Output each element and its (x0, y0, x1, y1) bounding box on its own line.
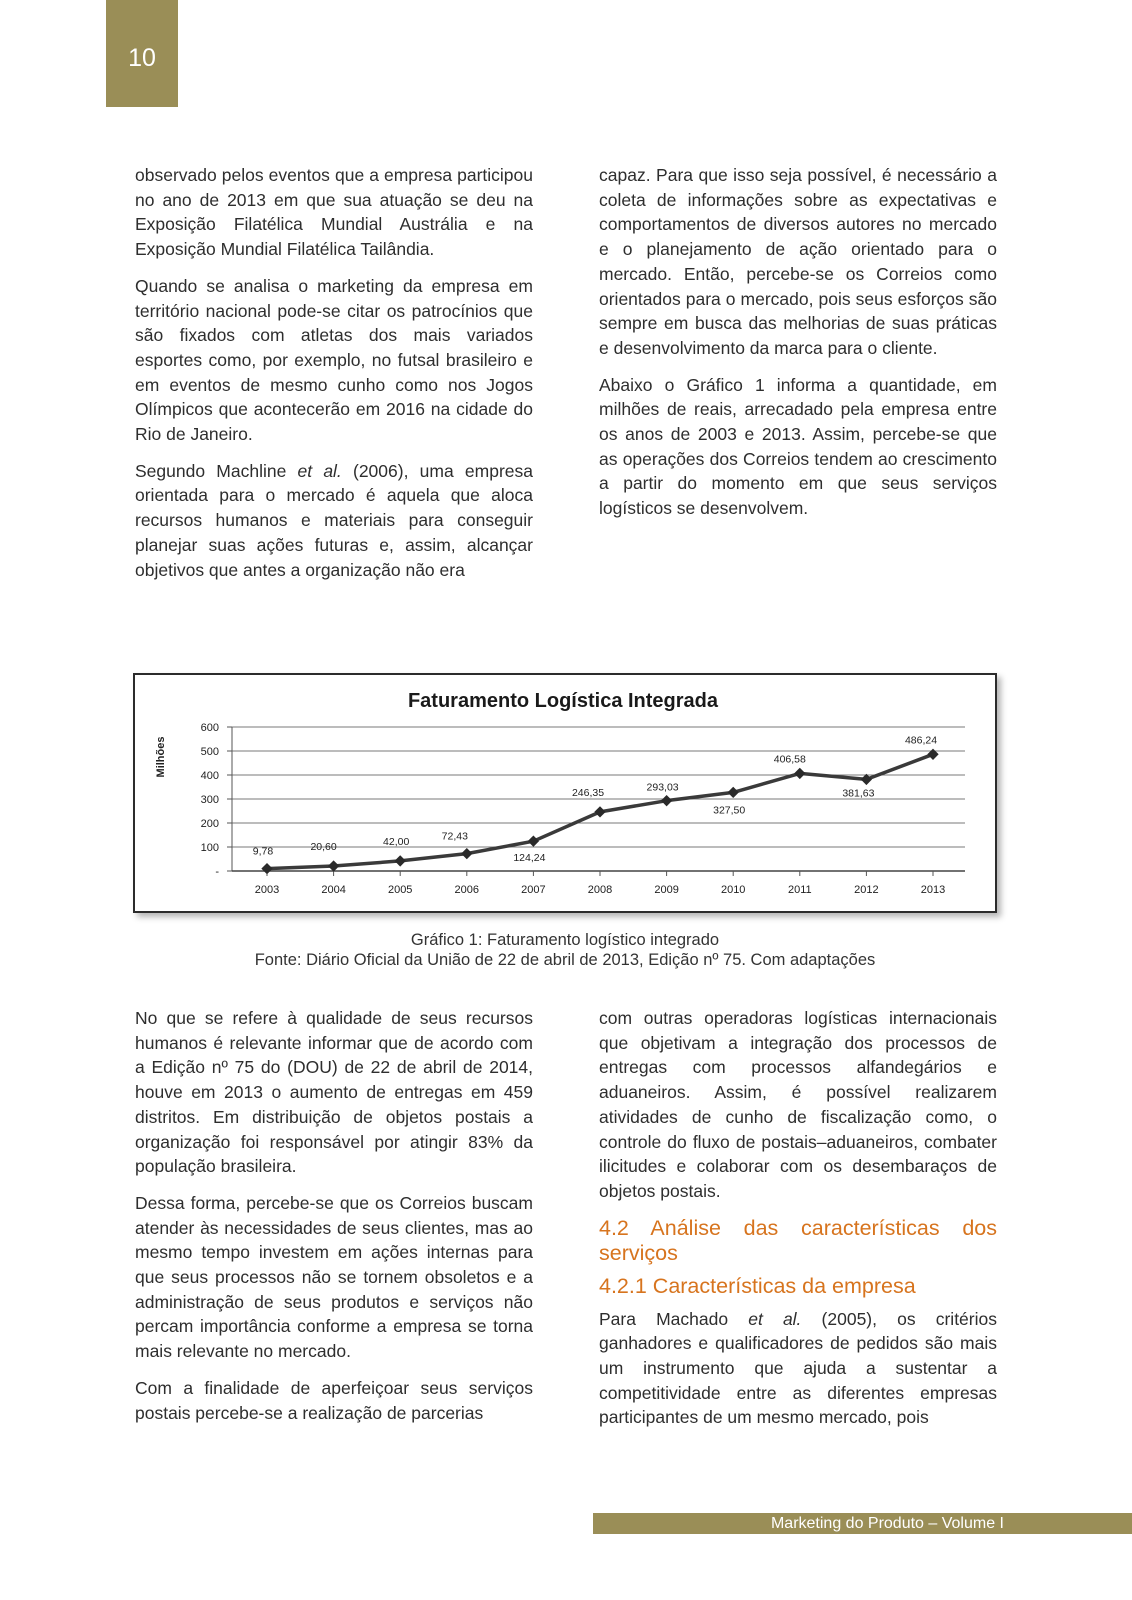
column-bottom-left (135, 1006, 533, 1437)
data-point (461, 848, 472, 859)
chart-figure (133, 673, 997, 913)
section-heading: 4.2 Análise das características dos serviços (599, 1215, 997, 1265)
paragraph: Abaixo o Gráfico 1 informa a quantidade, em milhões de reais, arrecadado pela empresa entre os anos de 2003 e 2013. Assim, percebe-se que as operações dos Correios tendem ao crescimento a partir do momento em que seus serviços logísticos se desenvolvem. (599, 374, 997, 519)
paragraph: Quando se analisa o marketing da empresa em território nacional pode-se citar os patrocínios que são fixados com atletas dos mais variados esportes como, por exemplo, no futsal brasileiro e em eventos de mesmo cunho como nos Jogos Olímpicos que acontecerão em 2016 na cidade do Rio de Janeiro. (135, 275, 533, 445)
column-top-left (135, 163, 533, 594)
paragraph: Dessa forma, percebe-se que os Correios buscam atender às necessidades de seus clientes, mas ao mesmo tempo investem em ações internas para que seus processos não se tornem obsoletos e a administração de seus produtos e serviços não percam importância conforme a empresa se torna mais relevante no mercado. (135, 1192, 533, 1362)
x-tick-labels (255, 884, 945, 896)
x-tick-label: 2010 (720, 884, 746, 896)
x-tick-label: 2005 (387, 884, 413, 896)
x-tick-label: 2004 (321, 884, 346, 896)
y-tick-label: 300 (200, 794, 219, 806)
data-point (328, 860, 339, 871)
paragraph: com outras operadoras logísticas internacionais que objetivam a integração dos processos de entregas com processos alfandegários e aduaneiros. Assim, é possível realizarem atividades de cunho de fiscalização como, o controle do fluxo de postais–aduaneiros, combater ilicitudes e colaborar com os desembaraços de objetos postais. (599, 1008, 997, 1201)
figure-caption: Gráfico 1: Faturamento logístico integrado (410, 931, 720, 949)
grid-lines (227, 727, 965, 876)
text-run: (2005), os critérios ganhadores e qualificadores de pedidos são mais um instrumento que ajuda a sustentar a competitividade entre as diferentes empresas participantes de um mesmo mercado, pois (599, 1308, 997, 1428)
y-tick-label: 600 (200, 722, 219, 734)
data-label: 327,50 (713, 804, 746, 817)
data-label: 42,00 (383, 835, 410, 848)
text-run: Para Machado (599, 1308, 749, 1329)
data-point (927, 749, 938, 760)
y-tick-label: 400 (200, 770, 219, 782)
figure-source: Fonte: Diário Oficial da União de 22 de abril de 2013, Edição nº 75. Com adaptações (254, 951, 876, 969)
data-label: 381,63 (842, 787, 875, 800)
y-axis-label: Milhões (155, 736, 167, 778)
text-run: Segundo Machline (135, 460, 298, 481)
y-tick-label: - (215, 866, 219, 878)
x-tick-label: 2012 (854, 884, 879, 896)
data-label: 124,24 (513, 852, 546, 865)
x-tick-label: 2007 (521, 884, 546, 896)
subsection-heading: 4.2.1 Características da empresa (599, 1273, 916, 1298)
paragraph: capaz. Para que isso seja possível, é necessário a coleta de informações sobre as expectativas e comportamentos de diversos autores no mercado e o planejamento de ação orientado para o mercado. Então, percebe-se os Correios como orientados para o mercado, pois seus esforços são sempre em busca das melhorias de suas práticas e desenvolvimento da marca para o cliente. (599, 165, 997, 358)
footer-text: Marketing do Produto – Volume I (770, 1515, 1004, 1532)
paragraph: Com a finalidade de aperfeiçoar seus serviços postais percebe-se a realização de parcerias (135, 1377, 533, 1423)
y-tick-label: 200 (200, 818, 219, 830)
y-tick-label: 100 (200, 842, 219, 854)
paragraph (599, 1307, 997, 1431)
x-tick-label: 2008 (587, 884, 613, 896)
x-tick-label: 2009 (654, 884, 679, 896)
column-top-right (599, 163, 997, 533)
data-point (728, 787, 739, 798)
page-number-tab (106, 0, 178, 107)
x-tick-label: 2003 (254, 884, 280, 896)
page-number: 10 (128, 44, 156, 72)
data-label: 486,24 (904, 734, 938, 747)
data-point (261, 863, 272, 874)
italic-text: et al. (297, 460, 342, 481)
footer-bar (593, 1513, 1132, 1534)
paragraph (135, 459, 533, 583)
data-label: 20,60 (310, 841, 337, 854)
data-label: 406,58 (773, 753, 806, 766)
chart-title: Faturamento Logística Integrada (407, 690, 719, 712)
paragraph: observado pelos eventos que a empresa participou no ano de 2013 em que sua atuação se deu na Exposição Filatélica Mundial Austrália e na Exposição Mundial Filatélica Tailândia. (135, 165, 533, 260)
x-tick-label: 2013 (920, 884, 946, 896)
data-points (261, 749, 938, 875)
data-point (794, 768, 805, 779)
y-tick-labels (201, 722, 220, 878)
column-bottom-right (599, 1006, 997, 1442)
text-run: (2006), uma empresa orientada para o mercado é aquela que aloca recursos humanos e materiais para conseguir planejar suas ações futuras e, assim, alcançar objetivos que antes a organização não era (135, 460, 533, 580)
x-tick-label: 2011 (787, 884, 812, 896)
data-point (594, 806, 605, 817)
data-label: 246,35 (571, 786, 605, 799)
data-label: 9,78 (252, 845, 274, 858)
line-chart (135, 675, 995, 911)
x-tick-label: 2006 (454, 884, 480, 896)
data-point (395, 855, 406, 866)
data-label: 293,03 (646, 781, 679, 794)
data-point (528, 836, 539, 847)
data-point (661, 795, 672, 806)
y-tick-label: 500 (200, 746, 219, 758)
data-label: 72,43 (441, 830, 468, 843)
italic-text: et al. (748, 1308, 802, 1329)
paragraph: No que se refere à qualidade de seus recursos humanos é relevante informar que de acordo com a Edição nº 75 do (DOU) de 22 de abril de 2014, houve em 2013 o aumento de entregas em 459 distritos. Em distribuição de objetos postais a organização foi responsável por atingir 83% da população brasileira. (135, 1008, 533, 1177)
